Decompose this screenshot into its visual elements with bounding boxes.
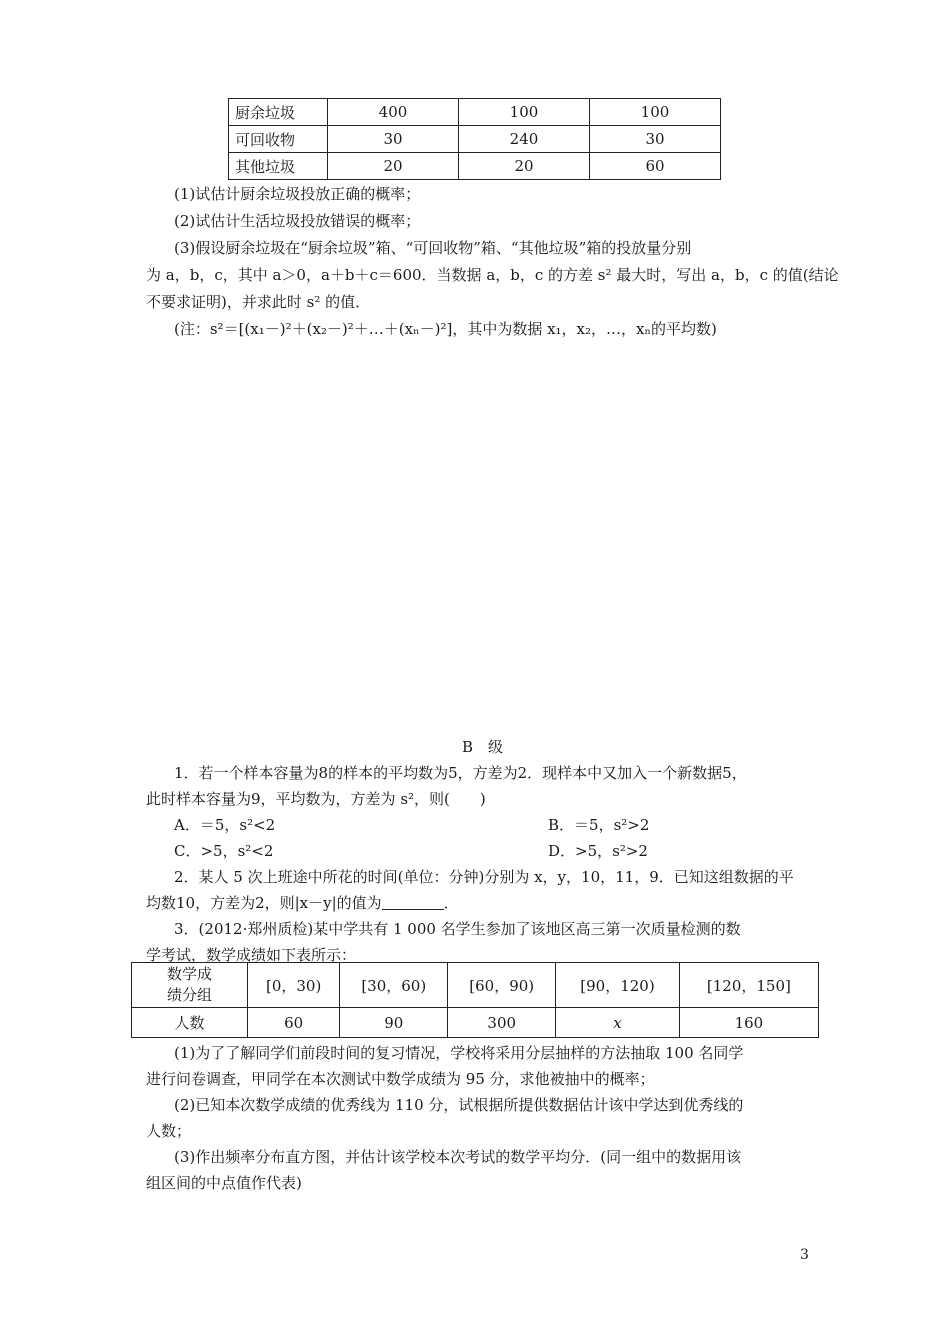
header-label-line1: 数学成 [166,965,212,983]
group-cell: [30，60) [340,963,448,1008]
table-cell: 30 [328,126,459,153]
table-cell: 100 [590,99,721,126]
table-cell: 100 [459,99,590,126]
sub-question-2-line1: (2)已知本次数学成绩的优秀线为 110 分，试根据所提供数据估计该中学达到优秀线的 [174,1096,744,1114]
row-label: 其他垃圾 [229,153,328,180]
sub-question-1-line2: 进行问卷调查，甲同学在本次测试中数学成绩为 95 分，求他被抽中的概率； [146,1070,655,1088]
option-a: A．＝5，s²<2 [174,816,276,834]
score-table [131,962,819,1038]
problem-b2-line1: 2．某人 5 次上班途中所花的时间(单位：分钟)分别为 x，y，10，11，9．已知这组数据的平 [174,868,794,886]
question-a1: (1)试估计厨余垃圾投放正确的概率； [174,185,421,203]
table-row [229,126,721,153]
sub-question-2-line2: 人数； [146,1122,192,1140]
header-label-line2: 绩分组 [166,986,212,1004]
sub-question-1-line1: (1)为了了解同学们前段时间的复习情况，学校将采用分层抽样的方法抽取 100 名同学 [174,1044,744,1062]
table-row [132,1008,819,1038]
problem-b3-line2: 学考试，数学成绩如下表所示： [146,946,357,964]
count-cell: x [556,1008,680,1038]
problem-b2-line2 [146,892,459,914]
problem-b1-line2: 此时样本容量为9，平均数为，方差为 s²，则( ) [146,790,486,808]
group-cell: [90，120) [556,963,680,1008]
row-label: 可回收物 [229,126,328,153]
table-cell: 60 [590,153,721,180]
option-d: D．>5，s²>2 [548,842,648,860]
problem-b2-text: 均数10，方差为2，则|x－y|的值为 [146,894,382,912]
group-cell: [60，90) [448,963,556,1008]
question-a3-line3: 不要求证明)，并求此时 s² 的值． [146,293,371,311]
count-cell: 160 [679,1008,818,1038]
section-heading: B 级 [462,738,504,756]
sub-question-3-line2: 组区间的中点值作代表) [146,1174,302,1192]
group-cell: [0，30) [248,963,340,1008]
table-row [132,963,819,1008]
sub-question-3-line1: (3)作出频率分布直方图，并估计该学校本次考试的数学平均分．(同一组中的数据用该 [174,1148,742,1166]
header-label [132,963,248,1008]
problem-b1-line1: 1．若一个样本容量为8的样本的平均数为5，方差为2．现样本中又加入一个新数据5， [174,764,747,782]
question-a3-line1: (3)假设厨余垃圾在“厨余垃圾”箱、“可回收物”箱、“其他垃圾”箱的投放量分别 [174,239,692,257]
table-cell: 20 [328,153,459,180]
table-row [229,99,721,126]
table-cell: 240 [459,126,590,153]
question-a3-line2: 为 a，b，c，其中 a＞0，a＋b＋c＝600．当数据 a，b，c 的方差 s² 最大时，写出 a，b，c 的值(结论 [146,266,839,284]
count-cell: 60 [248,1008,340,1038]
problem-b2-end: ． [443,894,459,912]
option-b: B．＝5，s²>2 [548,816,650,834]
table-cell: 30 [590,126,721,153]
row-label: 人数 [132,1008,248,1038]
question-a2: (2)试估计生活垃圾投放错误的概率； [174,212,421,230]
group-cell: [120，150] [679,963,818,1008]
waste-table [228,98,721,180]
page-number: 3 [800,1247,809,1263]
answer-blank [382,895,444,910]
table-cell: 20 [459,153,590,180]
table-row [229,153,721,180]
table-cell: 400 [328,99,459,126]
variance-note: (注：s²＝[(x₁－)²＋(x₂－)²＋…＋(xₙ－)²]，其中为数据 x₁，x₂，…，xₙ的平均数) [174,320,717,338]
count-cell: 90 [340,1008,448,1038]
count-cell: 300 [448,1008,556,1038]
option-c: C．>5，s²<2 [174,842,274,860]
problem-b3-line1: 3．(2012·郑州质检)某中学共有 1 000 名学生参加了该地区高三第一次质量检测的数 [174,920,741,938]
row-label: 厨余垃圾 [229,99,328,126]
